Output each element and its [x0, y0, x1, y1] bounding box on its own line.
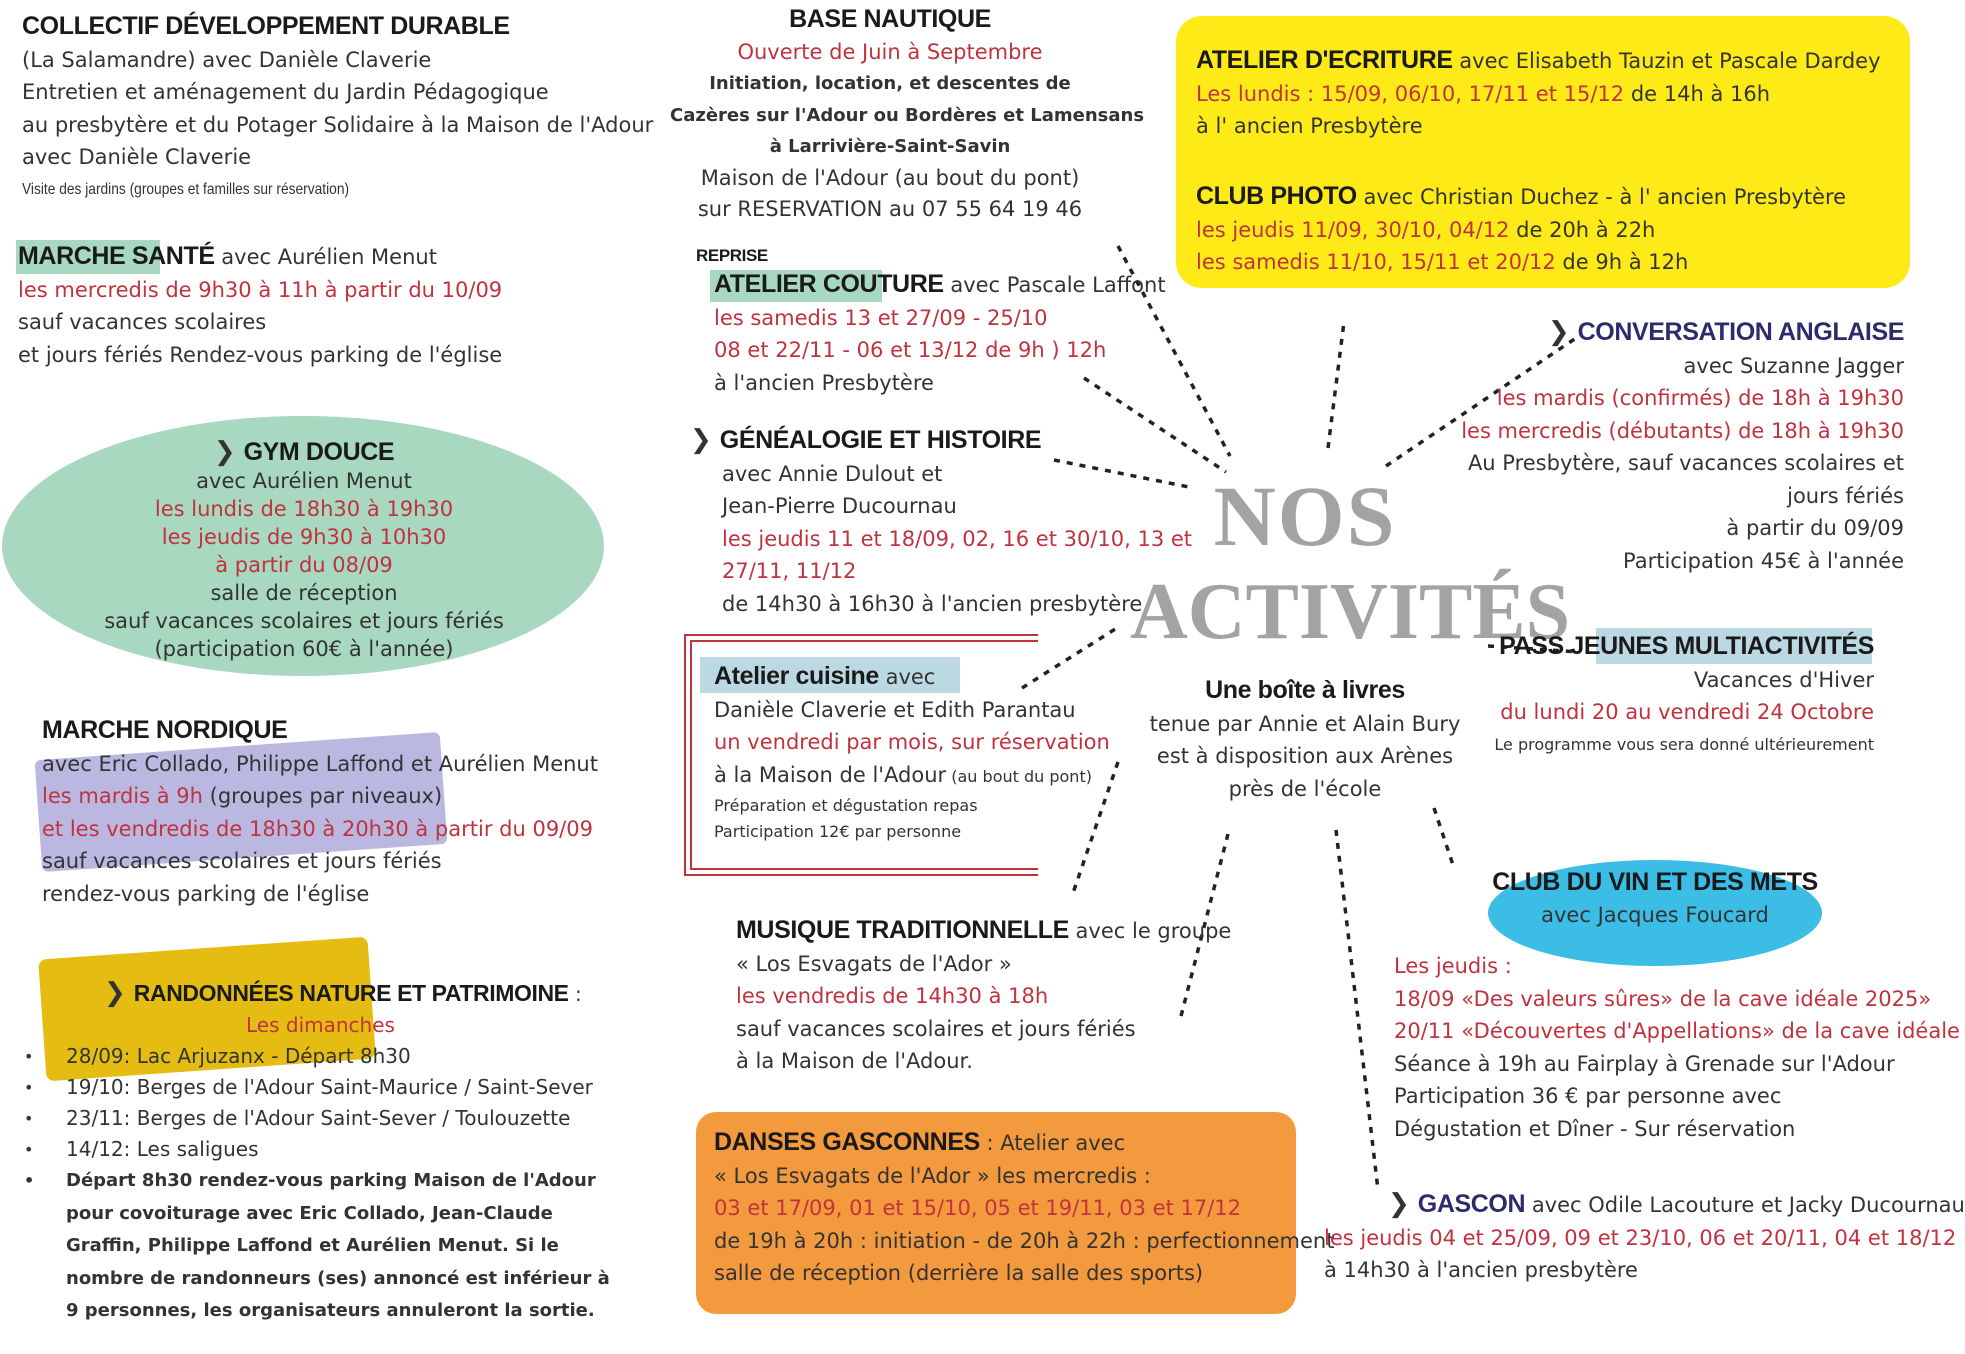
- club-photo-title: CLUB PHOTO: [1196, 182, 1357, 210]
- atelier-cuisine-names: Danièle Claverie et Edith Parantau: [714, 697, 1076, 722]
- club-photo-time: de 20h à 22h: [1509, 217, 1656, 242]
- club-photo-with: avec Christian Duchez - à l' ancien Presbytère: [1356, 185, 1847, 209]
- marche-sante-title: MARCHE SANTÉ: [18, 242, 215, 270]
- base-nautique-block: [670, 4, 1145, 226]
- atelier-ecriture-block: [1196, 44, 1881, 143]
- ray: [1434, 808, 1454, 868]
- gascon-title: GASCON: [1417, 1190, 1526, 1218]
- anglais-line: Au Presbytère, sauf vacances scolaires et: [1467, 451, 1904, 475]
- musique-line: à la Maison de l'Adour.: [736, 1049, 973, 1073]
- club-vin-heading: [1488, 866, 1822, 931]
- randonnees-title: RANDONNÉES NATURE ET PATRIMOINE: [133, 980, 569, 1006]
- collectif-note: Visite des jardins (groupes et familles sur réservation): [22, 180, 350, 198]
- danses-group: « Los Esvagats de l'Ador » les mercredis :: [714, 1163, 1151, 1188]
- musique-line: sauf vacances scolaires et jours fériés: [736, 1016, 1136, 1041]
- base-nautique-line: Maison de l'Adour (au bout du pont): [700, 165, 1080, 190]
- club-photo-time: de 9h à 12h: [1555, 250, 1689, 274]
- atelier-cuisine-note: Préparation et dégustation repas: [714, 796, 978, 815]
- collectif-block: [22, 10, 653, 206]
- gym-douce-line: sauf vacances scolaires et jours fériés: [104, 609, 504, 633]
- base-nautique-title: BASE NAUTIQUE: [789, 5, 991, 33]
- atelier-ecriture-schedule: Les lundis : 15/09, 06/10, 17/11 et 15/12: [1196, 81, 1625, 106]
- genealogie-block: [690, 424, 1192, 620]
- arrow-icon: ❯: [1547, 317, 1570, 347]
- atelier-ecriture-time: de 14h à 16h: [1624, 81, 1771, 106]
- genealogie-schedule: les jeudis 11 et 18/09, 02, 16 et 30/10, 13 et: [722, 526, 1193, 551]
- base-nautique-line: Cazères sur l'Adour ou Bordères et Lamensans: [670, 104, 1145, 126]
- atelier-cuisine-schedule: un vendredi par mois, sur réservation: [714, 730, 1110, 754]
- gym-douce-title: GYM DOUCE: [243, 438, 395, 466]
- pass-jeunes-line: Vacances d'Hiver: [1693, 667, 1874, 692]
- gascon-place: à 14h30 à l'ancien presbytère: [1324, 1258, 1638, 1282]
- ray: [1336, 830, 1378, 1190]
- anglais-block: [1340, 316, 1904, 577]
- musique-schedule: les vendredis de 14h30 à 18h: [736, 984, 1049, 1008]
- pass-jeunes-title: PASS JEUNES MULTIACTIVITÉS: [1499, 632, 1874, 660]
- atelier-cuisine-with: avec: [878, 665, 936, 689]
- club-vin-block: [1394, 950, 1960, 1145]
- club-photo-schedule: les jeudis 11/09, 30/10, 04/12: [1196, 217, 1510, 242]
- randonnees-block: [24, 978, 624, 1328]
- anglais-line: Participation 45€ à l'année: [1622, 548, 1904, 573]
- list-item: • 28/09: Lac Arjuzanx - Départ 8h30: [24, 1041, 624, 1072]
- atelier-couture-block: [714, 268, 1166, 399]
- genealogie-schedule: 27/11, 11/12: [722, 559, 857, 583]
- arrow-icon: ❯: [690, 425, 712, 455]
- collectif-title: COLLECTIF DÉVELOPPEMENT DURABLE: [22, 12, 510, 40]
- gym-douce-schedule: à partir du 08/09: [215, 553, 393, 577]
- gym-douce-schedule: les lundis de 18h30 à 19h30: [154, 497, 454, 521]
- randonnees-day: Les dimanches: [246, 1013, 395, 1037]
- club-vin-title: CLUB DU VIN ET DES METS: [1492, 868, 1818, 896]
- danses-schedule: 03 et 17/09, 01 et 15/10, 05 et 19/11, 03 et 17/12: [714, 1196, 1242, 1220]
- collectif-line: Entretien et aménagement du Jardin Pédagogique: [22, 80, 549, 104]
- danses-line: de 19h à 20h : initiation - de 20h à 22h : perfectionnement: [714, 1228, 1335, 1253]
- marche-nordique-block: [42, 714, 598, 910]
- activites-heading: ACTIVITÉS: [1130, 568, 1571, 656]
- danses-line: salle de réception (derrière la salle des sports): [714, 1261, 1204, 1285]
- danses-with: : Atelier avec: [979, 1131, 1126, 1155]
- reprise-label: REPRISE: [696, 246, 768, 265]
- arrow-icon: ❯: [213, 437, 236, 467]
- atelier-couture-schedule: les samedis 13 et 27/09 - 25/10: [714, 305, 1048, 330]
- anglais-with: avec Suzanne Jagger: [1683, 353, 1904, 378]
- club-photo-schedule: les samedis 11/10, 15/11 et 20/12: [1196, 250, 1556, 274]
- genealogie-time: de 14h30 à 16h30 à l'ancien presbytère: [722, 591, 1143, 616]
- atelier-ecriture-with: avec Elisabeth Tauzin et Pascale Dardey: [1452, 49, 1881, 73]
- genealogie-title: GÉNÉALOGIE ET HISTOIRE: [719, 426, 1042, 454]
- anglais-schedule: les mardis (confirmés) de 18h à 19h30: [1496, 386, 1904, 410]
- gascon-with: avec Odile Lacouture et Jacky Ducournau: [1525, 1193, 1965, 1217]
- gym-douce-with: avec Aurélien Menut: [196, 469, 412, 493]
- club-vin-line: Dégustation et Dîner - Sur réservation: [1394, 1116, 1796, 1141]
- marche-sante-line: et jours fériés Rendez-vous parking de l'église: [18, 342, 503, 367]
- atelier-cuisine-title: Atelier cuisine: [714, 662, 879, 690]
- gascon-block: [1324, 1188, 1965, 1287]
- marche-nordique-groups: (groupes par niveaux): [202, 784, 443, 808]
- anglais-schedule: les mercredis (débutants) de 18h à 19h30: [1461, 418, 1904, 443]
- atelier-ecriture-place: à l' ancien Presbytère: [1196, 114, 1423, 138]
- pass-jeunes-block: [1420, 630, 1874, 761]
- musique-with: avec le groupe: [1068, 919, 1232, 943]
- gym-douce-line: salle de réception: [210, 581, 398, 605]
- gym-douce-line: (participation 60€ à l'année): [154, 637, 454, 661]
- marche-nordique-line: rendez-vous parking de l'église: [42, 881, 370, 906]
- collectif-line: avec Danièle Claverie: [22, 145, 252, 169]
- marche-nordique-with: avec Eric Collado, Philippe Laffond et Aurélien Menut: [42, 751, 598, 776]
- club-vin-line: Séance à 19h au Fairplay à Grenade sur l'Adour: [1394, 1051, 1895, 1076]
- collectif-line: (La Salamandre) avec Danièle Claverie: [22, 47, 432, 72]
- marche-nordique-schedule: et les vendredis de 18h30 à 20h30 à partir du 09/09: [42, 816, 593, 841]
- musique-title: MUSIQUE TRADITIONNELLE: [736, 916, 1069, 944]
- club-vin-line: Participation 36 € par personne avec: [1394, 1084, 1782, 1108]
- club-photo-block: [1196, 180, 1846, 279]
- atelier-cuisine-place-note: (au bout du pont): [946, 766, 1092, 786]
- marche-sante-with: avec Aurélien Menut: [214, 245, 437, 269]
- atelier-couture-place: à l'ancien Presbytère: [714, 370, 934, 395]
- atelier-couture-with: avec Pascale Laffont: [943, 273, 1166, 297]
- gym-douce-block: [2, 438, 606, 663]
- genealogie-line: Jean-Pierre Ducournau: [722, 494, 957, 518]
- marche-nordique-schedule: les mardis à 9h: [42, 784, 203, 808]
- marche-nordique-title: MARCHE NORDIQUE: [42, 716, 288, 744]
- boite-livres-line: tenue par Annie et Alain Bury: [1149, 711, 1461, 736]
- atelier-cuisine-note: Participation 12€ par personne: [714, 822, 962, 841]
- musique-group: « Los Esvagats de l'Ador »: [736, 951, 1012, 976]
- danses-title: DANSES GASCONNES: [714, 1128, 980, 1156]
- atelier-ecriture-title: ATELIER D'ECRITURE: [1196, 46, 1453, 74]
- gascon-schedule: les jeudis 04 et 25/09, 09 et 23/10, 06 et 20/11, 04 et 18/12: [1324, 1225, 1957, 1250]
- marche-nordique-line: sauf vacances scolaires et jours fériés: [42, 849, 442, 873]
- pass-jeunes-schedule: du lundi 20 au vendredi 24 Octobre: [1500, 700, 1874, 724]
- genealogie-line: avec Annie Dulout et: [722, 461, 943, 486]
- nos-heading: NOS: [1213, 468, 1397, 564]
- atelier-cuisine-place: à la Maison de l'Adour: [714, 762, 947, 787]
- anglais-line: à partir du 09/09: [1726, 516, 1904, 540]
- anglais-title: CONVERSATION ANGLAISE: [1577, 318, 1904, 346]
- marche-sante-schedule: les mercredis de 9h30 à 11h à partir du 10/09: [18, 277, 503, 302]
- boite-livres-title: Une boîte à livres: [1205, 676, 1405, 704]
- club-vin-schedule: 18/09 «Des valeurs sûres» de la cave idéale 2025»: [1394, 986, 1932, 1011]
- list-item: • 14/12: Les saligues: [24, 1134, 624, 1165]
- arrow-icon: ❯: [1388, 1189, 1410, 1219]
- atelier-couture-title: ATELIER COUTURE: [714, 270, 944, 298]
- atelier-cuisine-block: [714, 660, 1110, 845]
- marche-sante-block: [18, 240, 502, 371]
- gym-douce-schedule: les jeudis de 9h30 à 10h30: [161, 525, 447, 549]
- boite-livres-line: est à disposition aux Arènes: [1156, 744, 1454, 768]
- collectif-line: au presbytère et du Potager Solidaire à la Maison de l'Adour: [22, 112, 654, 137]
- randonnees-meeting-note: • Départ 8h30 rendez-vous parking Maison de l'Adour pour covoiturage avec Eric Collado, Jean-Claude Graffin, Philippe Laffond et Aurélien Menut. Si le nombre de randonneurs (ses) annoncé est inférieur à 9 personnes, les organisateurs annuleront la sortie.: [24, 1165, 626, 1328]
- pass-jeunes-note: Le programme vous sera donné ultérieurement: [1494, 734, 1874, 754]
- randonnees-colon: :: [568, 982, 582, 1006]
- marche-sante-line: sauf vacances scolaires: [18, 310, 267, 334]
- club-vin-schedule: Les jeudis :: [1394, 954, 1512, 978]
- arrow-icon: ❯: [104, 978, 126, 1008]
- list-item: • 23/11: Berges de l'Adour Saint-Sever / Toulouzette: [24, 1103, 624, 1134]
- anglais-line: jours fériés: [1787, 483, 1904, 508]
- base-nautique-line: à Larrivière-Saint-Savin: [769, 136, 1011, 157]
- club-vin-schedule: 20/11 «Découvertes d'Appellations» de la cave idéale: [1394, 1019, 1960, 1043]
- atelier-couture-schedule: 08 et 22/11 - 06 et 13/12 de 9h ) 12h: [714, 338, 1107, 362]
- base-nautique-line: sur RESERVATION au 07 55 64 19 46: [697, 197, 1083, 221]
- base-nautique-line: Initiation, location, et descentes de: [709, 73, 1071, 94]
- list-item: • 19/10: Berges de l'Adour Saint-Maurice / Saint-Sever: [24, 1072, 624, 1103]
- musique-block: [736, 914, 1231, 1078]
- club-vin-with: avec Jacques Foucard: [1541, 903, 1769, 927]
- danses-block: [714, 1126, 1334, 1290]
- base-nautique-open: Ouverte de Juin à Septembre: [737, 39, 1043, 64]
- boite-livres-line: près de l'école: [1228, 776, 1382, 801]
